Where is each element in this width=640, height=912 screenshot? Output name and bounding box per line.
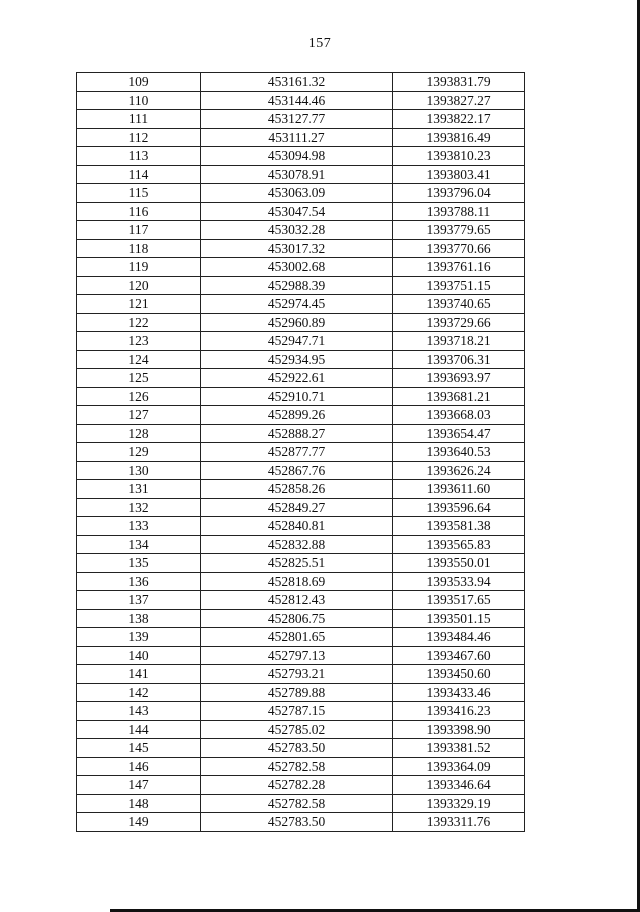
point-number-cell: 117 bbox=[77, 221, 201, 240]
table-row bbox=[77, 276, 525, 295]
point-number-cell: 121 bbox=[77, 295, 201, 314]
y-coordinate-cell: 1393450.60 bbox=[393, 665, 525, 684]
y-coordinate-cell: 1393668.03 bbox=[393, 406, 525, 425]
table-row bbox=[77, 554, 525, 573]
x-coordinate-cell: 452783.50 bbox=[201, 739, 393, 758]
y-coordinate-cell: 1393581.38 bbox=[393, 517, 525, 536]
point-number-cell: 125 bbox=[77, 369, 201, 388]
table-row bbox=[77, 110, 525, 129]
x-coordinate-cell: 452782.58 bbox=[201, 757, 393, 776]
point-number-cell: 116 bbox=[77, 202, 201, 221]
point-number-cell: 146 bbox=[77, 757, 201, 776]
table-row bbox=[77, 480, 525, 499]
point-number-cell: 130 bbox=[77, 461, 201, 480]
table-row bbox=[77, 628, 525, 647]
table-row bbox=[77, 813, 525, 832]
point-number-cell: 131 bbox=[77, 480, 201, 499]
y-coordinate-cell: 1393816.49 bbox=[393, 128, 525, 147]
x-coordinate-cell: 452782.28 bbox=[201, 776, 393, 795]
x-coordinate-cell: 452849.27 bbox=[201, 498, 393, 517]
table-row bbox=[77, 73, 525, 92]
coordinates-table-body bbox=[77, 73, 525, 832]
point-number-cell: 120 bbox=[77, 276, 201, 295]
y-coordinate-cell: 1393827.27 bbox=[393, 91, 525, 110]
x-coordinate-cell: 453144.46 bbox=[201, 91, 393, 110]
x-coordinate-cell: 452988.39 bbox=[201, 276, 393, 295]
point-number-cell: 118 bbox=[77, 239, 201, 258]
x-coordinate-cell: 453063.09 bbox=[201, 184, 393, 203]
table-row bbox=[77, 794, 525, 813]
point-number-cell: 143 bbox=[77, 702, 201, 721]
x-coordinate-cell: 452922.61 bbox=[201, 369, 393, 388]
point-number-cell: 126 bbox=[77, 387, 201, 406]
x-coordinate-cell: 452818.69 bbox=[201, 572, 393, 591]
x-coordinate-cell: 453161.32 bbox=[201, 73, 393, 92]
point-number-cell: 109 bbox=[77, 73, 201, 92]
y-coordinate-cell: 1393565.83 bbox=[393, 535, 525, 554]
point-number-cell: 124 bbox=[77, 350, 201, 369]
y-coordinate-cell: 1393596.64 bbox=[393, 498, 525, 517]
point-number-cell: 145 bbox=[77, 739, 201, 758]
x-coordinate-cell: 452812.43 bbox=[201, 591, 393, 610]
y-coordinate-cell: 1393718.21 bbox=[393, 332, 525, 351]
point-number-cell: 147 bbox=[77, 776, 201, 795]
table-row bbox=[77, 313, 525, 332]
table-row bbox=[77, 387, 525, 406]
table-row bbox=[77, 461, 525, 480]
y-coordinate-cell: 1393416.23 bbox=[393, 702, 525, 721]
table-row bbox=[77, 517, 525, 536]
y-coordinate-cell: 1393311.76 bbox=[393, 813, 525, 832]
table-row bbox=[77, 184, 525, 203]
x-coordinate-cell: 452877.77 bbox=[201, 443, 393, 462]
y-coordinate-cell: 1393501.15 bbox=[393, 609, 525, 628]
x-coordinate-cell: 453002.68 bbox=[201, 258, 393, 277]
x-coordinate-cell: 452825.51 bbox=[201, 554, 393, 573]
y-coordinate-cell: 1393654.47 bbox=[393, 424, 525, 443]
x-coordinate-cell: 453047.54 bbox=[201, 202, 393, 221]
table-row bbox=[77, 369, 525, 388]
table-row bbox=[77, 757, 525, 776]
y-coordinate-cell: 1393398.90 bbox=[393, 720, 525, 739]
y-coordinate-cell: 1393706.31 bbox=[393, 350, 525, 369]
table-row bbox=[77, 683, 525, 702]
y-coordinate-cell: 1393517.65 bbox=[393, 591, 525, 610]
y-coordinate-cell: 1393533.94 bbox=[393, 572, 525, 591]
x-coordinate-cell: 452934.95 bbox=[201, 350, 393, 369]
point-number-cell: 135 bbox=[77, 554, 201, 573]
table-row bbox=[77, 591, 525, 610]
y-coordinate-cell: 1393740.65 bbox=[393, 295, 525, 314]
table-row bbox=[77, 406, 525, 425]
coordinates-table bbox=[76, 72, 525, 832]
table-row bbox=[77, 535, 525, 554]
x-coordinate-cell: 452797.13 bbox=[201, 646, 393, 665]
y-coordinate-cell: 1393467.60 bbox=[393, 646, 525, 665]
page-number: 157 bbox=[308, 36, 332, 51]
point-number-cell: 136 bbox=[77, 572, 201, 591]
table-row bbox=[77, 165, 525, 184]
point-number-cell: 123 bbox=[77, 332, 201, 351]
x-coordinate-cell: 452974.45 bbox=[201, 295, 393, 314]
y-coordinate-cell: 1393779.65 bbox=[393, 221, 525, 240]
x-coordinate-cell: 452787.15 bbox=[201, 702, 393, 721]
table-row bbox=[77, 665, 525, 684]
y-coordinate-cell: 1393346.64 bbox=[393, 776, 525, 795]
x-coordinate-cell: 452793.21 bbox=[201, 665, 393, 684]
y-coordinate-cell: 1393788.11 bbox=[393, 202, 525, 221]
y-coordinate-cell: 1393611.60 bbox=[393, 480, 525, 499]
point-number-cell: 140 bbox=[77, 646, 201, 665]
point-number-cell: 127 bbox=[77, 406, 201, 425]
point-number-cell: 114 bbox=[77, 165, 201, 184]
x-coordinate-cell: 452783.50 bbox=[201, 813, 393, 832]
point-number-cell: 111 bbox=[77, 110, 201, 129]
x-coordinate-cell: 452801.65 bbox=[201, 628, 393, 647]
point-number-cell: 119 bbox=[77, 258, 201, 277]
table-row bbox=[77, 332, 525, 351]
y-coordinate-cell: 1393433.46 bbox=[393, 683, 525, 702]
point-number-cell: 133 bbox=[77, 517, 201, 536]
point-number-cell: 137 bbox=[77, 591, 201, 610]
x-coordinate-cell: 453017.32 bbox=[201, 239, 393, 258]
point-number-cell: 139 bbox=[77, 628, 201, 647]
table-row bbox=[77, 147, 525, 166]
point-number-cell: 115 bbox=[77, 184, 201, 203]
y-coordinate-cell: 1393751.15 bbox=[393, 276, 525, 295]
x-coordinate-cell: 452789.88 bbox=[201, 683, 393, 702]
x-coordinate-cell: 453078.91 bbox=[201, 165, 393, 184]
point-number-cell: 144 bbox=[77, 720, 201, 739]
table-row bbox=[77, 424, 525, 443]
y-coordinate-cell: 1393729.66 bbox=[393, 313, 525, 332]
y-coordinate-cell: 1393550.01 bbox=[393, 554, 525, 573]
y-coordinate-cell: 1393796.04 bbox=[393, 184, 525, 203]
table-row bbox=[77, 609, 525, 628]
table-row bbox=[77, 295, 525, 314]
x-coordinate-cell: 452867.76 bbox=[201, 461, 393, 480]
x-coordinate-cell: 452832.88 bbox=[201, 535, 393, 554]
point-number-cell: 129 bbox=[77, 443, 201, 462]
table-row bbox=[77, 572, 525, 591]
table-row bbox=[77, 258, 525, 277]
table-row bbox=[77, 239, 525, 258]
table-row bbox=[77, 221, 525, 240]
x-coordinate-cell: 452782.58 bbox=[201, 794, 393, 813]
point-number-cell: 141 bbox=[77, 665, 201, 684]
y-coordinate-cell: 1393681.21 bbox=[393, 387, 525, 406]
y-coordinate-cell: 1393329.19 bbox=[393, 794, 525, 813]
point-number-cell: 112 bbox=[77, 128, 201, 147]
table-row bbox=[77, 498, 525, 517]
y-coordinate-cell: 1393693.97 bbox=[393, 369, 525, 388]
point-number-cell: 134 bbox=[77, 535, 201, 554]
y-coordinate-cell: 1393803.41 bbox=[393, 165, 525, 184]
table-row bbox=[77, 646, 525, 665]
point-number-cell: 149 bbox=[77, 813, 201, 832]
y-coordinate-cell: 1393626.24 bbox=[393, 461, 525, 480]
point-number-cell: 110 bbox=[77, 91, 201, 110]
table-row bbox=[77, 91, 525, 110]
y-coordinate-cell: 1393381.52 bbox=[393, 739, 525, 758]
point-number-cell: 122 bbox=[77, 313, 201, 332]
point-number-cell: 142 bbox=[77, 683, 201, 702]
x-coordinate-cell: 452858.26 bbox=[201, 480, 393, 499]
x-coordinate-cell: 452840.81 bbox=[201, 517, 393, 536]
x-coordinate-cell: 453127.77 bbox=[201, 110, 393, 129]
table-row bbox=[77, 128, 525, 147]
table-row bbox=[77, 720, 525, 739]
table-row bbox=[77, 776, 525, 795]
y-coordinate-cell: 1393484.46 bbox=[393, 628, 525, 647]
x-coordinate-cell: 452785.02 bbox=[201, 720, 393, 739]
y-coordinate-cell: 1393770.66 bbox=[393, 239, 525, 258]
x-coordinate-cell: 453094.98 bbox=[201, 147, 393, 166]
point-number-cell: 128 bbox=[77, 424, 201, 443]
table-row bbox=[77, 350, 525, 369]
table-row bbox=[77, 702, 525, 721]
table-row bbox=[77, 202, 525, 221]
point-number-cell: 138 bbox=[77, 609, 201, 628]
x-coordinate-cell: 452899.26 bbox=[201, 406, 393, 425]
x-coordinate-cell: 452888.27 bbox=[201, 424, 393, 443]
point-number-cell: 132 bbox=[77, 498, 201, 517]
x-coordinate-cell: 453032.28 bbox=[201, 221, 393, 240]
y-coordinate-cell: 1393761.16 bbox=[393, 258, 525, 277]
x-coordinate-cell: 453111.27 bbox=[201, 128, 393, 147]
x-coordinate-cell: 452910.71 bbox=[201, 387, 393, 406]
y-coordinate-cell: 1393810.23 bbox=[393, 147, 525, 166]
x-coordinate-cell: 452947.71 bbox=[201, 332, 393, 351]
y-coordinate-cell: 1393831.79 bbox=[393, 73, 525, 92]
x-coordinate-cell: 452806.75 bbox=[201, 609, 393, 628]
point-number-cell: 113 bbox=[77, 147, 201, 166]
table-row bbox=[77, 739, 525, 758]
y-coordinate-cell: 1393364.09 bbox=[393, 757, 525, 776]
x-coordinate-cell: 452960.89 bbox=[201, 313, 393, 332]
point-number-cell: 148 bbox=[77, 794, 201, 813]
y-coordinate-cell: 1393640.53 bbox=[393, 443, 525, 462]
table-row bbox=[77, 443, 525, 462]
y-coordinate-cell: 1393822.17 bbox=[393, 110, 525, 129]
